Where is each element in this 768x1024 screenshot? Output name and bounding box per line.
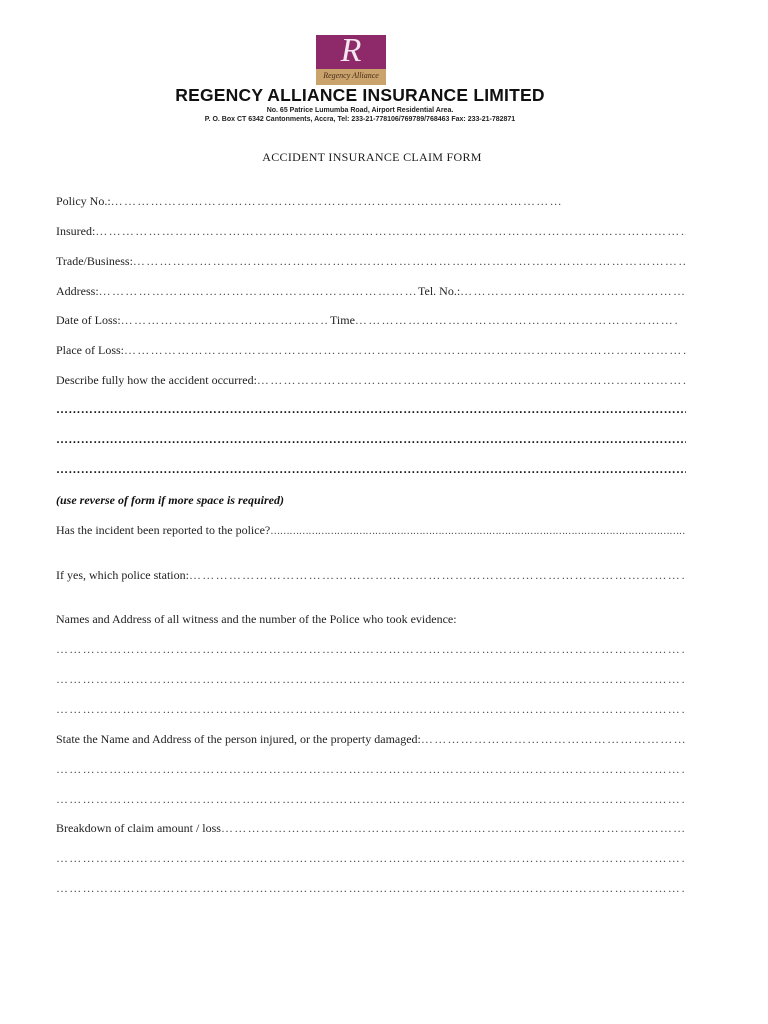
person-injured-dotted-line-1 bbox=[56, 762, 686, 777]
breakdown-label: Breakdown of claim amount / loss bbox=[56, 821, 221, 835]
breakdown-line-2[interactable] bbox=[56, 881, 686, 897]
describe-line-2[interactable] bbox=[56, 432, 686, 448]
tel-no-label: Tel. No.: bbox=[418, 284, 461, 298]
company-address-line1: No. 65 Patrice Lumumba Road, Airport Residential Area. bbox=[266, 107, 454, 114]
policy-no-dotted-line bbox=[111, 194, 563, 209]
address-field[interactable] bbox=[56, 284, 418, 300]
police-station-label: If yes, which police station: bbox=[56, 568, 189, 582]
police-reported-label: Has the incident been reported to the police? bbox=[56, 523, 271, 537]
address-dotted-line bbox=[99, 284, 418, 299]
insured-field[interactable] bbox=[56, 224, 686, 240]
describe-dotted-line-1 bbox=[56, 402, 686, 417]
describe-label: Describe fully how the accident occurred: bbox=[56, 373, 257, 387]
time-field[interactable] bbox=[330, 313, 678, 329]
trade-business-label: Trade/Business: bbox=[56, 254, 133, 268]
witness-line-3[interactable] bbox=[56, 702, 686, 718]
place-of-loss-dotted-line bbox=[124, 343, 686, 358]
witness-label: Names and Address of all witness and the number of the Police who took evidence: bbox=[56, 612, 457, 626]
policy-no-field[interactable] bbox=[56, 194, 563, 210]
person-injured-line-1[interactable] bbox=[56, 762, 686, 778]
witness-dotted-line-3 bbox=[56, 702, 686, 717]
police-station-dotted-line bbox=[189, 568, 686, 583]
police-reported-dotted-line bbox=[270, 526, 686, 537]
place-of-loss-label: Place of Loss: bbox=[56, 343, 124, 357]
person-injured-dotted-line-2 bbox=[56, 792, 686, 807]
date-of-loss-dotted-line bbox=[121, 313, 328, 328]
police-station-field[interactable] bbox=[56, 568, 686, 584]
person-injured-field[interactable] bbox=[56, 732, 686, 748]
breakdown-dotted-line-2 bbox=[56, 881, 686, 896]
describe-line-1[interactable] bbox=[56, 402, 686, 418]
logo-script: Regency Alliance bbox=[323, 71, 379, 80]
insured-label: Insured: bbox=[56, 224, 96, 238]
breakdown-dotted-line bbox=[221, 821, 686, 836]
breakdown-line-1[interactable] bbox=[56, 851, 686, 867]
witness-line-1[interactable] bbox=[56, 642, 686, 658]
policy-no-label: Policy No.: bbox=[56, 194, 111, 208]
police-reported-field[interactable] bbox=[56, 523, 686, 539]
time-dotted-line bbox=[355, 313, 678, 328]
describe-dotted-line-2 bbox=[56, 432, 686, 447]
company-logo bbox=[316, 35, 386, 85]
witness-dotted-line-2 bbox=[56, 672, 686, 687]
form-title: ACCIDENT INSURANCE CLAIM FORM bbox=[262, 150, 482, 164]
logo-letter: R bbox=[340, 35, 362, 69]
date-of-loss-label: Date of Loss: bbox=[56, 313, 121, 327]
describe-field[interactable] bbox=[56, 373, 686, 389]
trade-business-dotted-line bbox=[133, 254, 686, 269]
witness-dotted-line-1 bbox=[56, 642, 686, 657]
witness-line-2[interactable] bbox=[56, 672, 686, 688]
reverse-note: (use reverse of form if more space is required) bbox=[56, 493, 284, 507]
time-label: Time bbox=[330, 313, 355, 327]
trade-business-field[interactable] bbox=[56, 254, 686, 270]
company-address-line2: P. O. Box CT 6342 Cantonments, Accra, Tel: 233-21-778106/769789/768463 Fax: 233-21-782871 bbox=[204, 116, 516, 123]
person-injured-label: State the Name and Address of the person injured, or the property damaged: bbox=[56, 732, 421, 746]
address-label: Address: bbox=[56, 284, 99, 298]
person-injured-line-2[interactable] bbox=[56, 792, 686, 808]
company-name: REGENCY ALLIANCE INSURANCE LIMITED bbox=[175, 85, 545, 105]
describe-dotted-line-3 bbox=[56, 462, 686, 477]
describe-dotted-line bbox=[257, 373, 686, 388]
breakdown-field[interactable] bbox=[56, 821, 686, 837]
tel-no-dotted-line bbox=[460, 284, 686, 299]
date-of-loss-field[interactable] bbox=[56, 313, 328, 329]
place-of-loss-field[interactable] bbox=[56, 343, 686, 359]
insured-dotted-line bbox=[95, 224, 686, 239]
describe-line-3[interactable] bbox=[56, 462, 686, 478]
breakdown-dotted-line-1 bbox=[56, 851, 686, 866]
tel-no-field[interactable] bbox=[418, 284, 686, 300]
person-injured-dotted-line bbox=[421, 732, 686, 747]
